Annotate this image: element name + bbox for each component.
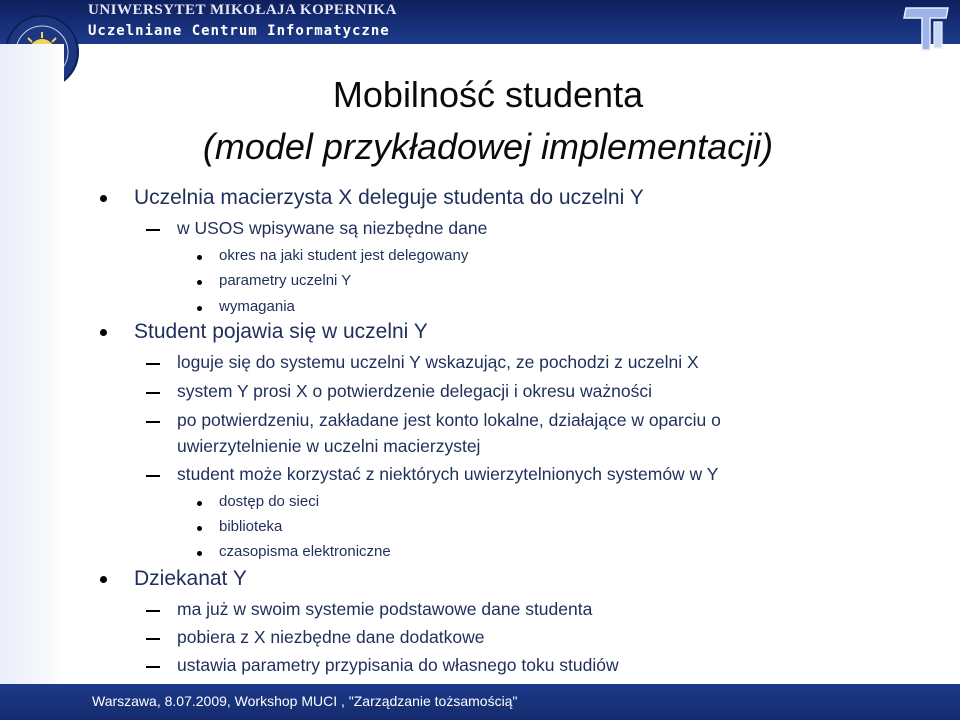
list-item: czasopisma elektroniczne <box>219 543 391 560</box>
ucl-logo-icon <box>900 4 954 54</box>
list-item: biblioteka <box>219 518 282 535</box>
bullet-dot-icon <box>100 329 107 336</box>
footer-band <box>0 684 960 720</box>
list-item: Uczelnia macierzysta X deleguje studenta do uczelni Y <box>134 186 644 210</box>
list-item: system Y prosi X o potwierdzenie delegacji i okresu ważności <box>177 381 652 402</box>
bullet-dot-icon <box>197 501 202 506</box>
bullet-dot-icon <box>100 576 107 583</box>
bullet-dot-icon <box>197 280 202 285</box>
bullet-dash-icon <box>146 421 160 423</box>
list-item: ustawia parametry przypisania do własnego toku studiów <box>177 655 619 676</box>
list-item: Student pojawia się w uczelni Y <box>134 320 428 344</box>
list-item: dostęp do sieci <box>219 493 319 510</box>
bullet-dash-icon <box>146 363 160 365</box>
list-item: pobiera z X niezbędne dane dodatkowe <box>177 627 484 648</box>
slide-subtitle: (model przykładowej implementacji) <box>202 126 774 167</box>
bullet-dash-icon <box>146 475 160 477</box>
university-name: UNIWERSYTET MIKOŁAJA KOPERNIKA <box>88 2 397 18</box>
bullet-dot-icon <box>197 526 202 531</box>
bullet-dash-icon <box>146 229 160 231</box>
bullet-dot-icon <box>197 255 202 260</box>
list-item: loguje się do systemu uczelni Y wskazując, ze pochodzi z uczelni X <box>177 352 699 373</box>
list-item: w USOS wpisywane są niezbędne dane <box>177 218 487 239</box>
list-item: wymagania <box>219 298 295 315</box>
header-band <box>0 0 960 44</box>
list-item-continuation: uwierzytelnienie w uczelni macierzystej <box>177 436 481 456</box>
bullet-dash-icon <box>146 638 160 640</box>
list-item: okres na jaki student jest delegowany <box>219 247 468 264</box>
bullet-dot-icon <box>197 306 202 311</box>
footer-text: Warszawa, 8.07.2009, Workshop MUCI , "Zarządzanie tożsamością" <box>92 693 518 709</box>
bullet-dot-icon <box>197 551 202 556</box>
list-item: ma już w swoim systemie podstawowe dane studenta <box>177 599 592 620</box>
list-item: po potwierdzeniu, zakładane jest konto lokalne, działające w oparciu o <box>177 410 721 431</box>
list-item: Dziekanat Y <box>134 567 247 591</box>
center-name: Uczelniane Centrum Informatyczne <box>88 23 390 39</box>
slide-title: Mobilność studenta <box>332 74 644 115</box>
bullet-dot-icon <box>100 195 107 202</box>
bullet-dash-icon <box>146 666 160 668</box>
bullet-dash-icon <box>146 610 160 612</box>
bullet-dash-icon <box>146 392 160 394</box>
list-item: student może korzystać z niektórych uwierzytelnionych systemów w Y <box>177 464 718 485</box>
list-item: parametry uczelni Y <box>219 272 351 289</box>
